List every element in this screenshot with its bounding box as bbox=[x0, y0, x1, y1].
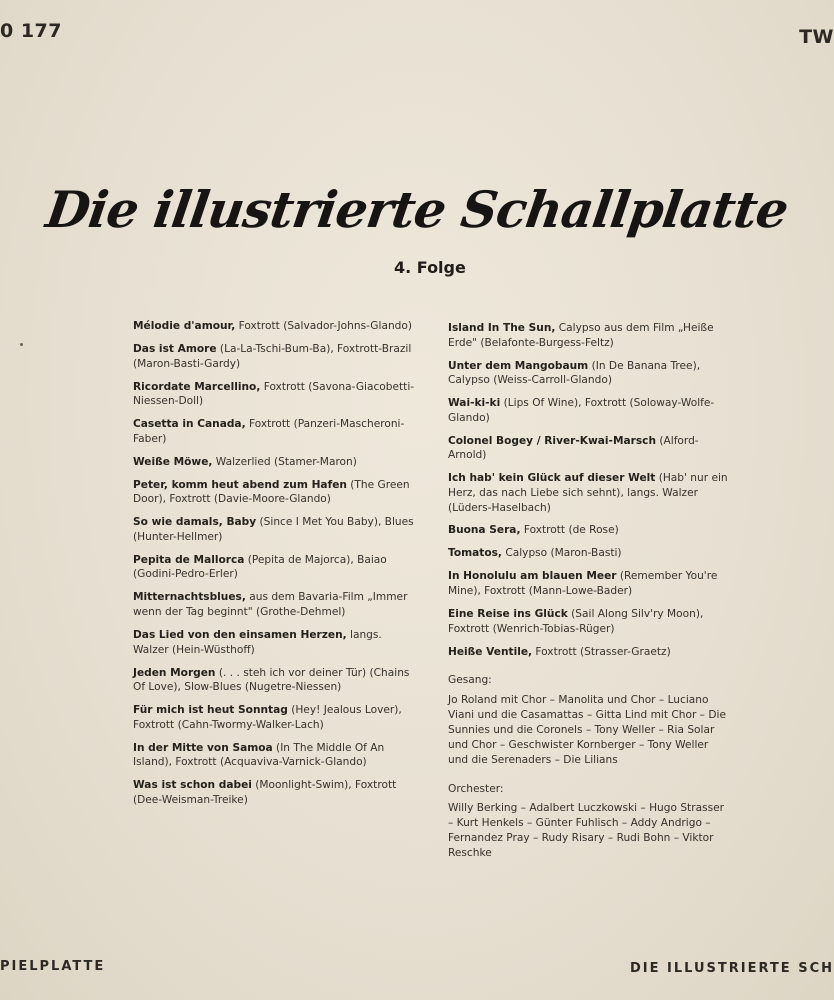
track-entry bbox=[448, 523, 730, 538]
track-entry bbox=[133, 478, 415, 507]
track-entry bbox=[133, 515, 415, 544]
track-details: Foxtrott (de Rose) bbox=[520, 524, 619, 537]
track-title: In der Mitte von Samoa bbox=[133, 741, 273, 754]
track-details: (The Green Door), Foxtrott (Davie-Moore-Glando) bbox=[133, 478, 410, 506]
track-entry bbox=[133, 778, 415, 807]
track-details: (Moonlight-Swim), Foxtrott (Dee-Weisman-Treike) bbox=[133, 779, 397, 806]
track-details: (La-La-Tschi-Bum-Ba), Foxtrott-Brazil (Maron-Basti-Gardy) bbox=[133, 342, 412, 370]
track-details: Foxtrott (Strasser-Graetz) bbox=[532, 645, 671, 658]
track-title: Buona Sera, bbox=[448, 524, 521, 537]
track-list-right bbox=[448, 321, 730, 861]
track-title: In Honolulu am blauen Meer bbox=[448, 570, 617, 583]
gesang-text: Jo Roland mit Chor – Manolita und Chor – Luciano Viani und die Casamattas – Gitta Lind mit Chor – Die Sunnies und die Coronels – Tony Weller – Ria Solar und Chor – Geschwister Kornberger – Tony Weller und die Serenaders – Die Lilians bbox=[448, 693, 726, 766]
track-title: Ich hab' kein Glück auf dieser Welt bbox=[448, 472, 656, 485]
paper-speck bbox=[20, 343, 23, 346]
track-entry bbox=[133, 455, 415, 470]
track-title: Pepita de Mallorca bbox=[133, 553, 245, 566]
track-title: Jeden Morgen bbox=[133, 666, 216, 679]
track-details: Foxtrott (Panzeri-Mascheroni-Faber) bbox=[133, 418, 405, 445]
track-entry bbox=[133, 741, 415, 770]
track-title: Das ist Amore bbox=[133, 342, 217, 355]
track-entry bbox=[133, 666, 415, 695]
track-details: Calypso (Maron-Basti) bbox=[501, 547, 622, 560]
track-entry bbox=[133, 342, 415, 371]
track-title: Unter dem Mangobaum bbox=[448, 359, 589, 372]
track-details: (Since I Met You Baby), Blues (Hunter-Hellmer) bbox=[133, 516, 414, 543]
track-entry bbox=[448, 396, 730, 425]
track-details: (In De Banana Tree), Calypso (Weiss-Carroll-Glando) bbox=[448, 359, 701, 387]
track-details: (In The Middle Of An Island), Foxtrott (Acquaviva-Varnick-Glando) bbox=[133, 741, 385, 769]
track-title: Heiße Ventile, bbox=[448, 645, 533, 658]
footer-left-text: PIELPLATTE bbox=[0, 959, 106, 974]
track-list-right-items bbox=[448, 321, 730, 659]
track-title: Peter, komm heut abend zum Hafen bbox=[133, 478, 347, 491]
track-details: (Sail Along Silv'ry Moon), Foxtrott (Wenrich-Tobias-Rüger) bbox=[448, 608, 704, 635]
track-entry bbox=[133, 703, 415, 732]
track-details: (Alford-Arnold) bbox=[448, 434, 699, 462]
track-title: Mélodie d'amour, bbox=[133, 320, 236, 332]
track-details: (Lips Of Wine), Foxtrott (Soloway-Wolfe-Glando) bbox=[448, 397, 715, 424]
track-title: Colonel Bogey / River-Kwai-Marsch bbox=[448, 434, 656, 447]
catalog-number-right: TW bbox=[799, 26, 834, 48]
track-entry bbox=[448, 569, 730, 598]
track-details: Walzerlied (Stamer-Maron) bbox=[212, 455, 357, 468]
orchester-label: Orchester: bbox=[448, 782, 504, 795]
track-details: (Pepita de Majorca), Baiao (Godini-Pedro-Erler) bbox=[133, 553, 387, 581]
track-details: (. . . steh ich vor deiner Tür) (Chains Of Love), Slow-Blues (Nugetre-Niessen) bbox=[133, 666, 410, 694]
track-entry bbox=[133, 553, 415, 582]
track-title: Tomatos, bbox=[448, 547, 502, 560]
track-title: Weiße Möwe, bbox=[133, 455, 213, 468]
track-entry bbox=[448, 546, 730, 561]
track-entry bbox=[448, 607, 730, 636]
track-details: Foxtrott (Savona-Giacobetti-Niessen-Doll) bbox=[133, 380, 415, 408]
track-entry bbox=[448, 321, 730, 350]
gesang-label: Gesang: bbox=[448, 674, 492, 687]
orchester-text: Willy Berking – Adalbert Luczkowski – Hugo Strasser – Kurt Henkels – Günter Fuhlisch – Addy Andrigo – Fernandez Pray – Rudy Risary – Rudi Bohn – Viktor Reschke bbox=[448, 802, 724, 860]
track-entry bbox=[448, 359, 730, 388]
track-entry bbox=[133, 380, 415, 409]
track-entry bbox=[448, 645, 730, 660]
track-title: Wai-ki-ki bbox=[448, 397, 501, 410]
track-title: Mitternachtsblues, bbox=[133, 591, 246, 604]
track-title: Ricordate Marcellino, bbox=[133, 380, 261, 393]
track-entry bbox=[448, 434, 730, 463]
track-list-left bbox=[133, 319, 415, 816]
track-title: Das Lied von den einsamen Herzen, bbox=[133, 629, 347, 642]
track-entry bbox=[133, 319, 415, 334]
track-title: So wie damals, Baby bbox=[133, 516, 257, 529]
footer-right-text: DIE ILLUSTRIERTE SCH bbox=[630, 961, 834, 976]
track-title: Island In The Sun, bbox=[448, 322, 556, 334]
track-entry bbox=[133, 590, 415, 619]
track-details: Calypso aus dem Film „Heiße Erde" (Belafonte-Burgess-Feltz) bbox=[448, 322, 714, 349]
track-title: Für mich ist heut Sonntag bbox=[133, 704, 288, 717]
page-subtitle: 4. Folge bbox=[394, 258, 466, 277]
track-details: aus dem Bavaria-Film „Immer wenn der Tag beginnt" (Grothe-Dehmel) bbox=[133, 591, 408, 619]
track-details: langs. Walzer (Hein-Wüsthoff) bbox=[133, 629, 382, 656]
track-title: Casetta in Canada, bbox=[133, 418, 246, 431]
track-details: Foxtrott (Salvador-Johns-Glando) bbox=[235, 320, 413, 332]
track-entry bbox=[133, 417, 415, 446]
track-details: (Hey! Jealous Lover), Foxtrott (Cahn-Twormy-Walker-Lach) bbox=[133, 704, 402, 731]
track-title: Eine Reise ins Glück bbox=[448, 608, 568, 621]
track-entry bbox=[448, 471, 730, 515]
catalog-number-left: 0 177 bbox=[0, 20, 62, 42]
track-details: (Remember You're Mine), Foxtrott (Mann-Lowe-Bader) bbox=[448, 570, 718, 598]
track-details: (Hab' nur ein Herz, das nach Liebe sich sehnt), langs. Walzer (Lüders-Haselbach) bbox=[448, 472, 728, 514]
track-title: Was ist schon dabei bbox=[133, 779, 252, 792]
track-entry bbox=[133, 628, 415, 657]
page-title: Die illustrierte Schallplatte bbox=[42, 180, 792, 239]
